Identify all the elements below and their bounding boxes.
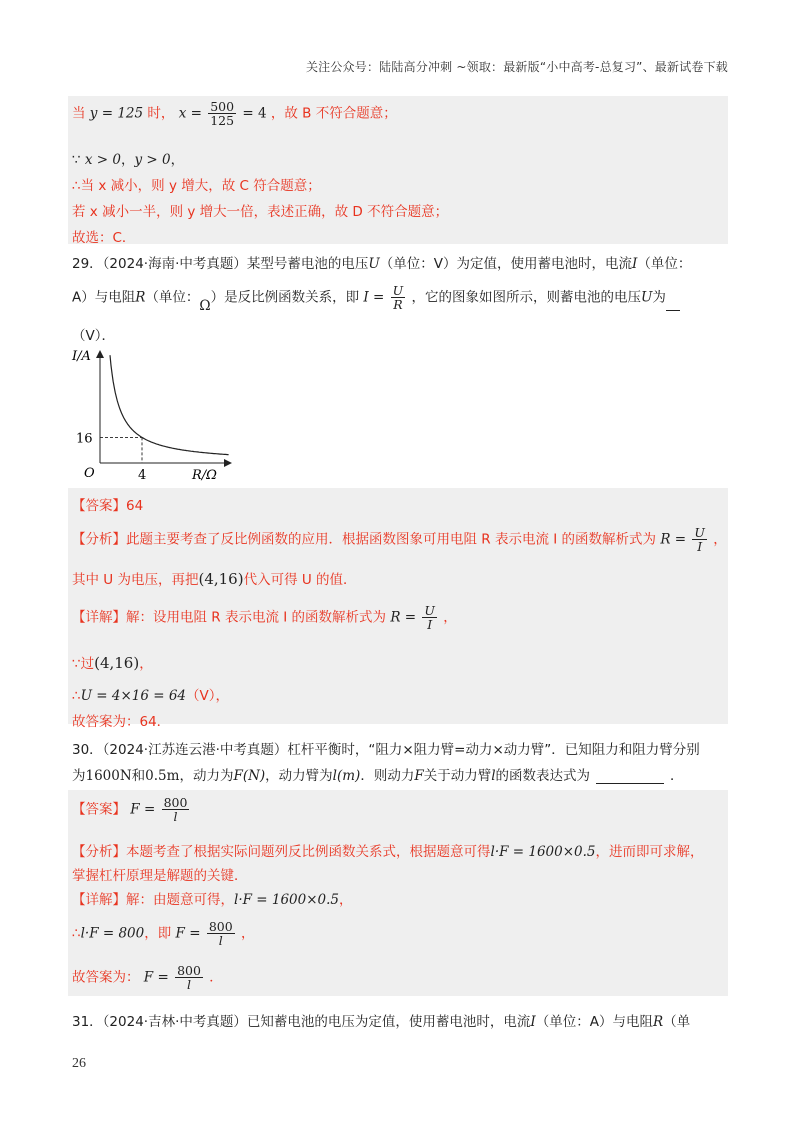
detail-29-line-4: 故答案为：64． [72, 714, 171, 730]
x-axis-label: R/Ω [192, 468, 217, 483]
question-29-line-1: 29．（2024·海南·中考真题）某型号蓄电池的电压U（单位：V）为定值，使用蓄电池时，电流I（单位： [72, 256, 692, 272]
hyperbola-curve [110, 355, 229, 454]
answer-blank-29 [666, 298, 680, 311]
detail-30-line-2: ∴l·F = 800，即 F = $\frac{800}{l}$ ， [72, 919, 255, 949]
analysis-30-line-1: 【分析】本题考查了根据实际问题列反比例函数关系式，根据题意可得l·F = 1600×0.5，进而即可求解， [72, 844, 704, 860]
analysis-29-line-1: 【分析】此题主要考查了反比例函数的应用．根据函数图象可用电阻 R 表示电流 I 的函数解析式为 R = $\frac{U}{I}$ ， [72, 525, 727, 555]
page-header: 关注公众号：陆陆高分冲刺 ~领取：最新版“小中高考-总复习”、最新试卷下载 [305, 60, 728, 74]
solution-28-line-1: 当 y = 125 时， x = $\frac{500}{125}$ = 4 ，故 B 不符合题意； [72, 99, 397, 129]
solution-28-line-3: ∴当 x 减小，则 y 增大，故 C 符合题意； [72, 178, 321, 194]
answer-29: 【答案】64 [72, 498, 144, 514]
detail-30-line-1: 【详解】解：由题意可得，l·F = 1600×0.5， [72, 892, 353, 908]
analysis-30-line-2: 掌握杠杆原理是解题的关键． [72, 868, 248, 884]
y-tick-label: 16 [76, 431, 93, 447]
detail-30-line-3: 故答案为： F = $\frac{800}{l}$ ． [72, 963, 223, 993]
origin-label: O [84, 466, 95, 481]
detail-29-line-2: ∵过(4,16)， [72, 654, 153, 672]
question-29-line-2: A）与电阻R（单位：Ω）是反比例函数关系，即 I = $\frac{U}{R}$ ，它的图象如图所示，则蓄电池的电压U为 [72, 284, 680, 311]
detail-29-line-3: ∴U = 4×16 = 64（V）， [72, 688, 230, 704]
answer-blank-30 [596, 771, 664, 784]
question-29-line-3: （V）． [72, 328, 115, 344]
question-30-line-2: 为1600N和0.5m，动力为F(N)，动力臂为l(m)．则动力F关于动力臂l的函数表达式为 ． [72, 768, 684, 784]
detail-29-line-1: 【详解】解：设用电阻 R 表示电流 I 的函数解析式为 R = $\frac{U}{I}$ ， [72, 603, 457, 633]
x-tick-label: 4 [138, 468, 147, 483]
solution-28-line-4: 若 x 减小一半，则 y 增大一倍，表述正确，故 D 不符合题意； [72, 204, 449, 220]
answer-30: 【答案】 F = $\frac{800}{l}$ [72, 795, 188, 825]
page-number: 26 [72, 1056, 86, 1071]
question-31-line-1: 31．（2024·吉林·中考真题）已知蓄电池的电压为定值，使用蓄电池时，电流I（单位：A）与电阻R（单 [72, 1014, 691, 1030]
question-30-line-1: 30．（2024·江苏连云港·中考真题）杠杆平衡时，“阻力×阻力臂=动力×动力臂”．已知阻力和阻力臂分别 [72, 742, 700, 758]
solution-28-line-5: 故选：C． [72, 230, 136, 246]
solution-28-line-2: ∵ x > 0，y > 0， [72, 152, 185, 168]
y-axis-label: I/A [72, 349, 91, 364]
inverse-function-graph [70, 346, 240, 486]
analysis-29-line-2: 其中 U 为电压，再把(4,16)代入可得 U 的值． [72, 570, 357, 588]
